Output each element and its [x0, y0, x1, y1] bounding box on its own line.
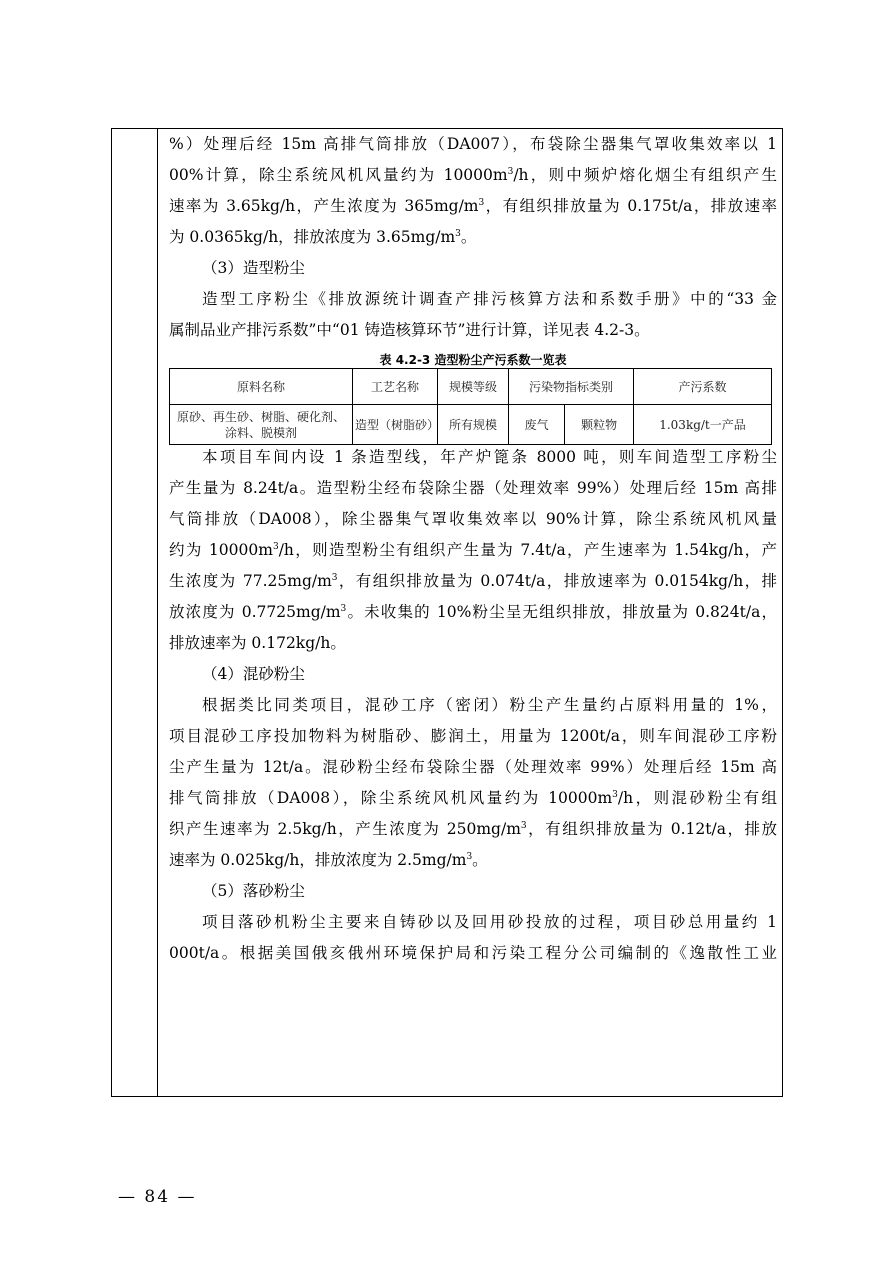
left-column [112, 129, 158, 1096]
emission-factor-table [169, 368, 772, 445]
text-line: 本项目车间内设 1 条造型线，年产炉篦条 8000 吨，则车间造型工序粉尘 [202, 448, 777, 466]
text-line: 00%计算，除尘系统风机风量约为 $10000m^3/h$，则中频炉熔化烟尘有组织产生 [169, 166, 777, 184]
table-cell: 颗粒物 [565, 405, 634, 445]
table-cell: 造型（树脂砂） [353, 405, 438, 445]
text-line: 速率为 0.025kg/h，排放浓度为 $2.5mg/m^3$。 [169, 851, 488, 869]
table-cell: 1.03kg/t一产品 [634, 405, 772, 445]
table-cell: 废气 [509, 405, 565, 445]
table-header: 产污系数 [634, 369, 772, 405]
table-cell: 原砂、再生砂、树脂、硬化剂、涂料、脱模剂 [170, 405, 353, 445]
section-heading: （4）混砂粉尘 [202, 665, 305, 683]
text-line: 织产生速率为 2.5kg/h，产生浓度为 $250mg/m^3$，有组织排放量为 0.12t/a，排放 [169, 820, 777, 838]
text-line: 排放速率为 0.172kg/h。 [169, 634, 346, 652]
text-line: 约为 $10000m^3/h$，则造型粉尘有组织产生量为 7.4t/a，产生速率为 1.54kg/h，产 [169, 541, 777, 559]
text-line: 产生量为 8.24t/a。造型粉尘经布袋除尘器（处理效率 99%）处理后经 15m 高排 [169, 479, 777, 497]
text-line: 排气筒排放（DA008），除尘系统风机风量约为 $10000m^3/h$，则混砂粉尘有组 [169, 789, 777, 807]
page-number: — 84 — [118, 1187, 197, 1207]
text-line: 为 0.0365kg/h，排放浓度为 $3.65mg/m^3$。 [169, 228, 477, 246]
text-line: 尘产生量为 12t/a。混砂粉尘经布袋除尘器（处理效率 99%）处理后经 15m 高 [169, 758, 777, 776]
table-header-row [170, 369, 772, 405]
table-header: 原料名称 [170, 369, 353, 405]
table-header: 工艺名称 [353, 369, 438, 405]
text-line: 属制品业产排污系数”中“01 铸造核算环节”进行计算，详见表 4.2-3。 [169, 321, 650, 339]
text-line: 000t/a。根据美国俄亥俄州环境保护局和污染工程分公司编制的《逸散性工业 [169, 944, 777, 962]
text-line: 根据类比同类项目，混砂工序（密闭）粉尘产生量约占原料用量的 1%， [202, 696, 777, 714]
text-line: 生浓度为 $77.25mg/m^3$，有组织排放量为 0.074t/a，排放速率为 0.0154kg/h，排 [169, 572, 777, 590]
text-line: %）处理后经 15m 高排气筒排放（DA007），布袋除尘器集气罩收集效率以 1 [169, 135, 777, 153]
table-cell: 所有规模 [438, 405, 509, 445]
section-heading: （3）造型粉尘 [202, 259, 305, 277]
text-line: 气筒排放（DA008），除尘器集气罩收集效率以 90%计算，除尘系统风机风量 [169, 510, 777, 528]
table-title: 表 4.2-3 造型粉尘产污系数一览表 [379, 353, 567, 367]
table-header: 污染物指标类别 [509, 369, 634, 405]
table-row [170, 405, 772, 445]
document-body [169, 129, 777, 969]
content-frame [111, 128, 783, 1097]
table-header: 规模等级 [438, 369, 509, 405]
text-line: 造型工序粉尘《排放源统计调查产排污核算方法和系数手册》中的“33 金 [202, 290, 777, 308]
text-line: 项目混砂工序投加物料为树脂砂、膨润土，用量为 1200t/a，则车间混砂工序粉 [169, 727, 777, 745]
text-line: 速率为 3.65kg/h，产生浓度为 $365mg/m^3$，有组织排放量为 0.175t/a，排放速率 [169, 197, 777, 215]
text-line: 放浓度为 $0.7725mg/m^3$。未收集的 10%粉尘呈无组织排放，排放量为 0.824t/a， [169, 603, 777, 621]
text-line: 项目落砂机粉尘主要来自铸砂以及回用砂投放的过程，项目砂总用量约 1 [202, 913, 777, 931]
section-heading: （5）落砂粉尘 [202, 882, 305, 900]
